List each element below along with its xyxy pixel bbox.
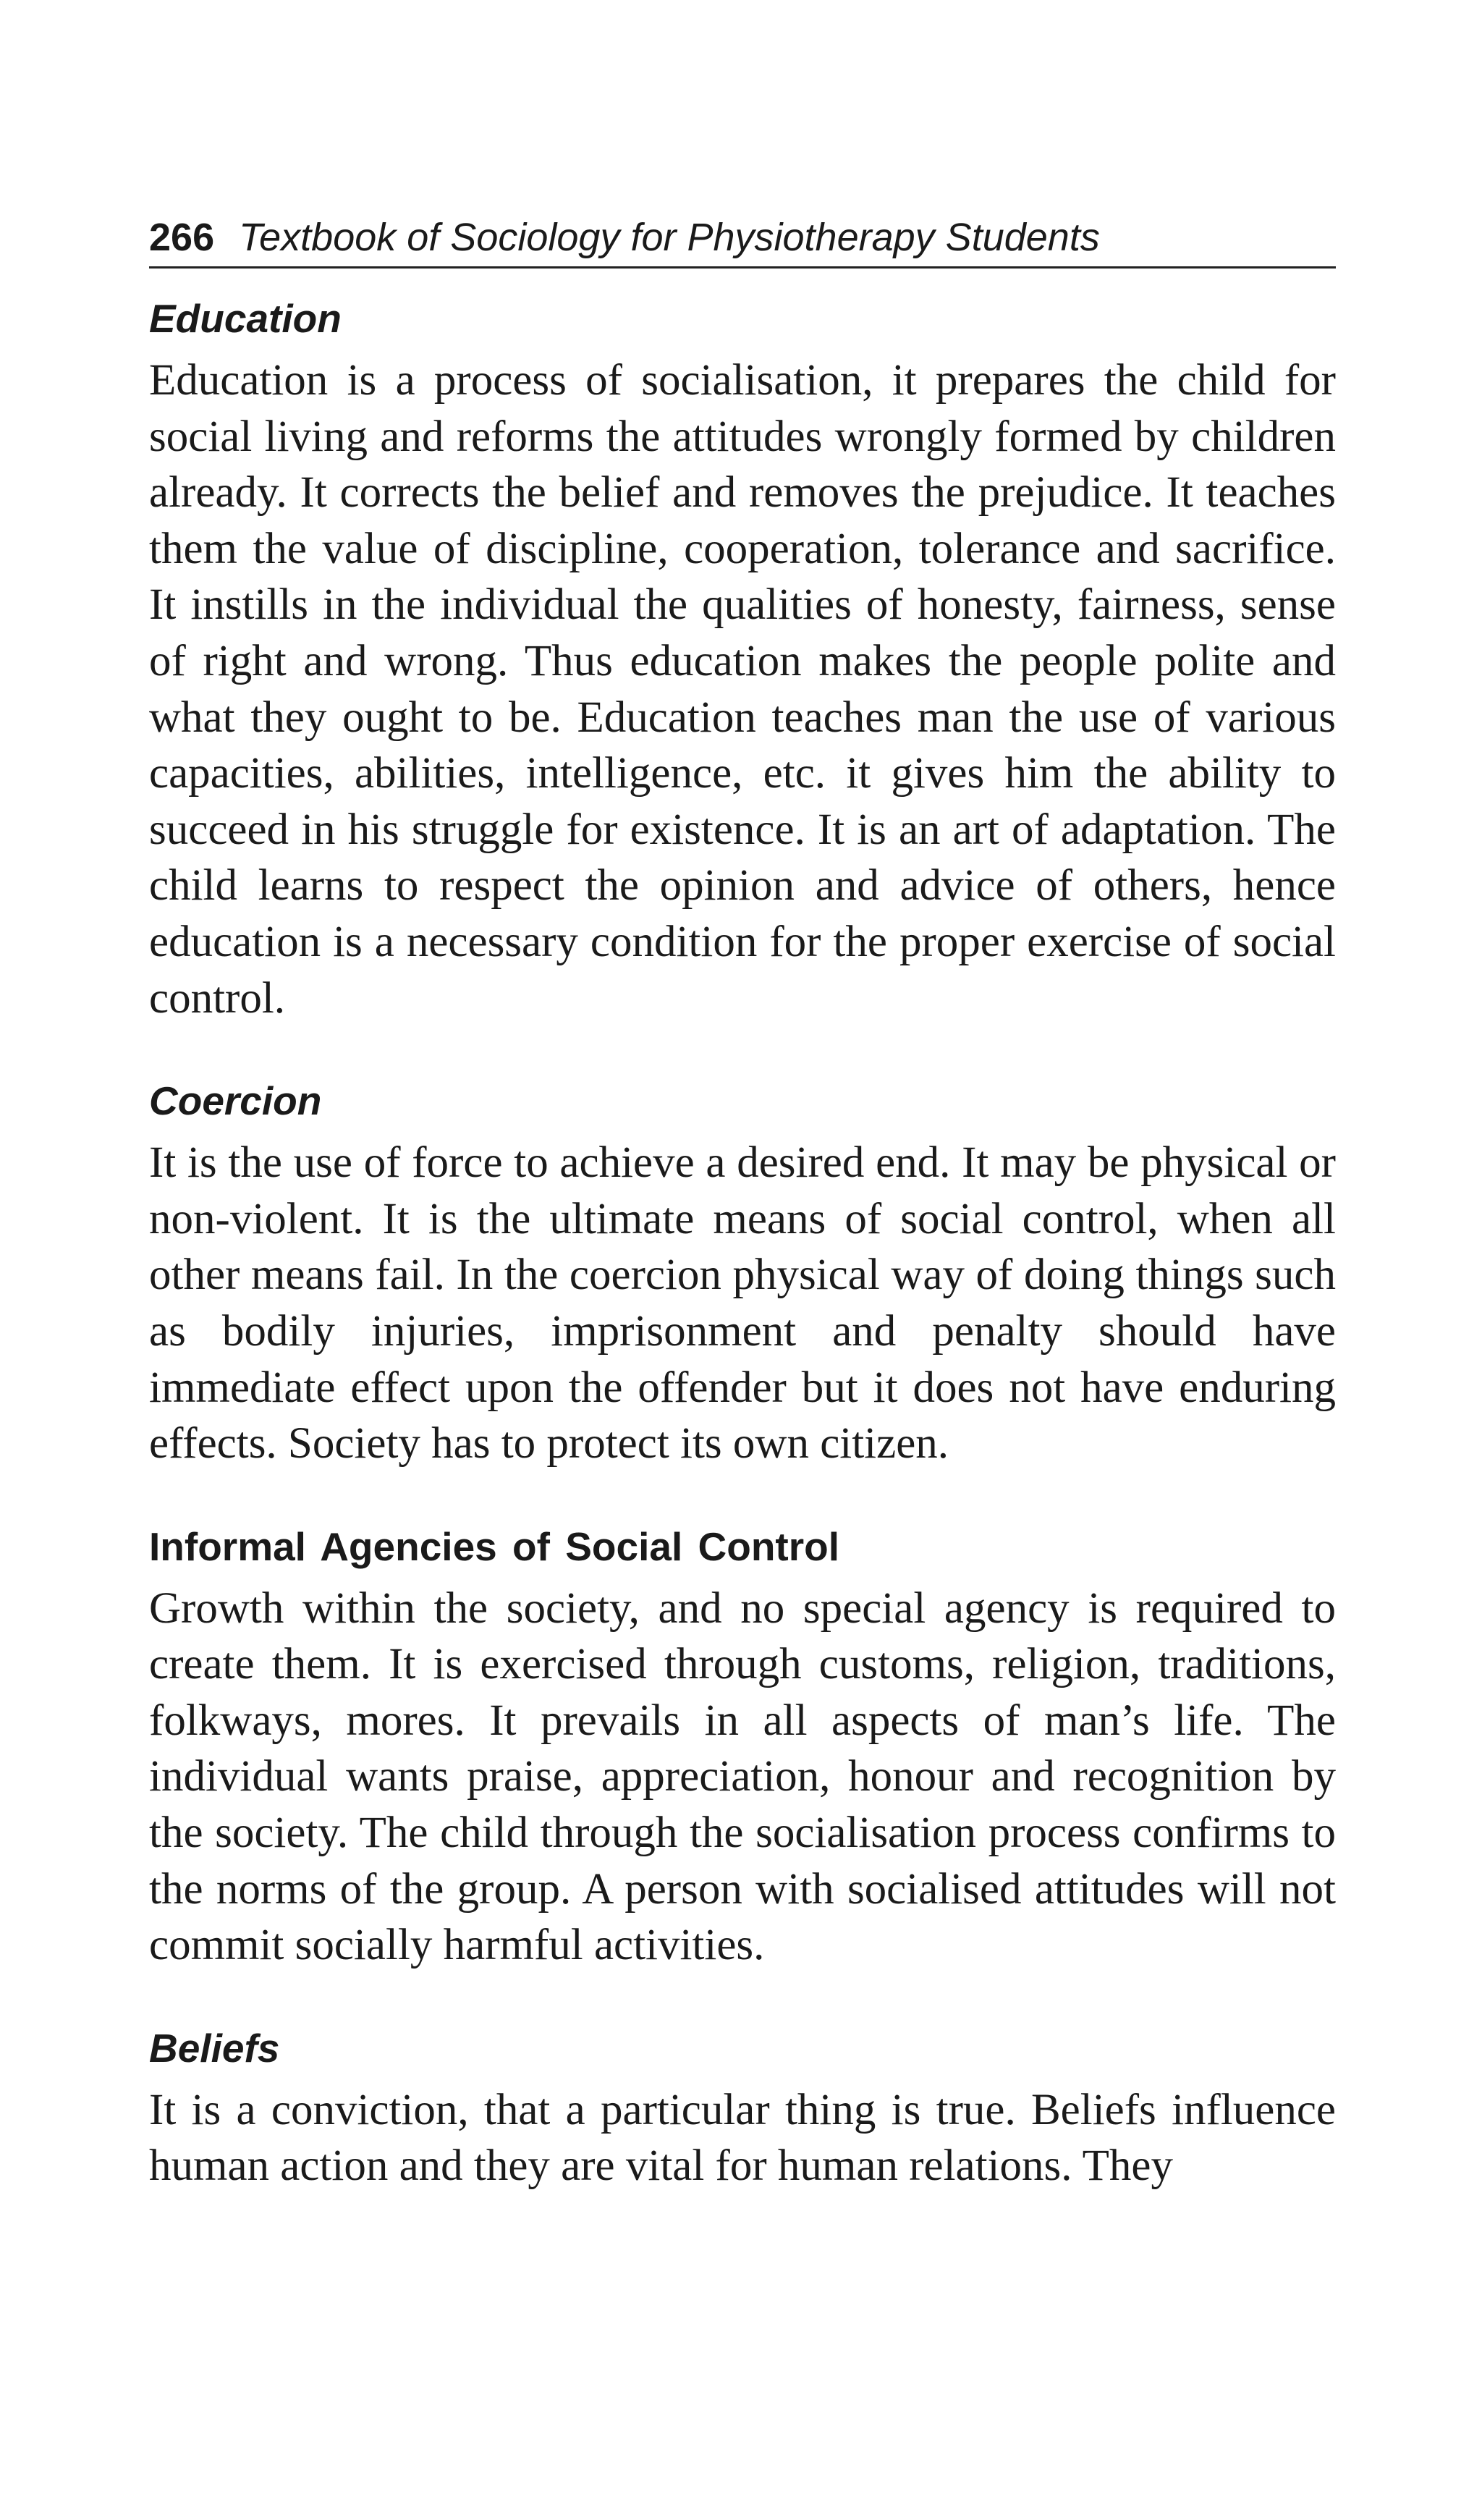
running-header [149, 214, 1336, 269]
coercion-heading: Coercion [149, 1078, 322, 1124]
education-heading: Education [149, 296, 342, 341]
coercion-paragraph: It is the use of force to achieve a desired end. It may be physical or non-violent. It is the ultimate means of social control, when all other means fail. In the coercion physical way of doing things such as bodily injuries, imprisonment and penalty should have immediate effect upon the offender but it does not have enduring effects. Society has to protect its own citizen. [149, 1138, 1336, 1468]
beliefs-heading: Beliefs [149, 2025, 280, 2071]
beliefs-paragraph: It is a conviction, that a particular thing is true. Beliefs influence human action and they are vital for human relations. They [149, 2085, 1336, 2191]
informal-agencies-paragraph: Growth within the society, and no special agency is required to create them. It is exercised through customs, religion, traditions, folkways, mores. It prevails in all aspects of man’s life. The individual wants praise, appreciation, honour and recognition by the society. The child through the socialisation process confirms to the norms of the group. A person with socialised attitudes will not commit socially harmful activities. [149, 1584, 1336, 1970]
page-number: 266 [149, 216, 215, 259]
informal-agencies-heading: Informal Agencies of Social Control [149, 1523, 840, 1569]
book-title: Textbook of Sociology for Physiotherapy Students [239, 216, 1100, 259]
education-paragraph: Education is a process of socialisation, it prepares the child for social living and reforms the attitudes wrongly formed by children already. It corrects the belief and removes the prejudice. It teaches them the value of discipline, cooperation, tolerance and sacrifice. It instills in the individual the qualities of honesty, fairness, sense of right and wrong. Thus education makes the people polite and what they ought to be. Education teaches man the use of various capacities, abilities, intelligence, etc. it gives him the ability to succeed in his struggle for existence. It is an art of adaptation. The child learns to respect the opinion and advice of others, hence education is a necessary condition for the proper exercise of social control. [149, 356, 1336, 1023]
book-page [149, 214, 1336, 2194]
